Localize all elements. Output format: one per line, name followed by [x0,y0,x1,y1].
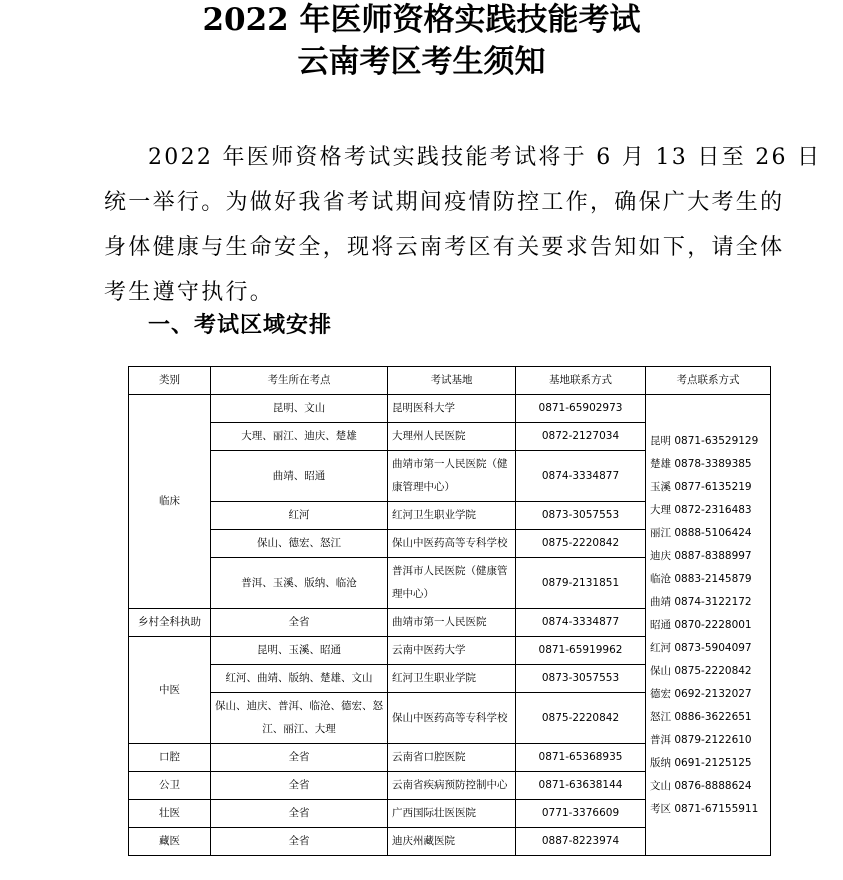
table-header-row [129,367,771,395]
intro-paragraph [104,135,822,315]
header-area: 考生所在考点 [211,367,388,395]
area-cell: 红河、曲靖、版纳、楚雄、文山 [211,665,388,693]
contact-item: 德宏 0692-2132027 [650,687,752,700]
area-cell: 大理、丽江、迪庆、楚雄 [211,423,388,451]
document-title-line1: 2022 年医师资格实践技能考试 [202,2,641,38]
header-category: 类别 [129,367,211,395]
base-cell: 保山中医药高等专科学校 [388,693,516,744]
area-cell: 曲靖、昭通 [211,451,388,502]
area-cell: 全省 [211,744,388,772]
header-site-contact: 考点联系方式 [646,367,771,395]
base-cell: 大理州人民医院 [388,423,516,451]
area-cell: 普洱、玉溪、版纳、临沧 [211,558,388,609]
area-cell: 全省 [211,609,388,637]
phone-cell: 0873-3057553 [516,502,646,530]
phone-cell: 0874-3334877 [516,451,646,502]
contact-item: 普洱 0879-2122610 [650,733,752,746]
area-cell: 全省 [211,772,388,800]
contact-item: 临沧 0883-2145879 [650,572,752,585]
contact-item: 保山 0875-2220842 [650,664,752,677]
base-cell: 红河卫生职业学院 [388,665,516,693]
contact-item: 昭通 0870-2228001 [650,618,752,631]
base-cell: 普洱市人民医院（健康管理中心） [388,558,516,609]
category-cell: 公卫 [129,772,211,800]
contact-item: 大理 0872-2316483 [650,503,752,516]
contact-item: 玉溪 0877-6135219 [650,480,752,493]
category-cell: 壮医 [129,800,211,828]
phone-cell: 0871-65902973 [516,395,646,423]
phone-cell: 0873-3057553 [516,665,646,693]
document-title-line2: 云南考区考生须知 [297,44,546,80]
base-cell: 曲靖市第一人民医院 [388,609,516,637]
contact-item: 考区 0871-67155911 [650,802,759,815]
phone-cell: 0871-63638144 [516,772,646,800]
contact-item: 曲靖 0874-3122172 [650,595,752,608]
area-cell: 保山、德宏、怒江 [211,530,388,558]
category-cell: 口腔 [129,744,211,772]
intro-line-2: 统一举行。为做好我省考试期间疫情防控工作，确保广大考生的 [104,190,785,215]
category-cell: 藏医 [129,828,211,856]
base-cell: 云南省疾病预防控制中心 [388,772,516,800]
phone-cell: 0879-2131851 [516,558,646,609]
exam-area-table [128,366,771,856]
base-cell: 红河卫生职业学院 [388,502,516,530]
contact-item: 丽江 0888-5106424 [650,526,752,539]
phone-cell: 0871-65368935 [516,744,646,772]
base-cell: 云南省口腔医院 [388,744,516,772]
intro-line-3: 身体健康与生命安全，现将云南考区有关要求告知如下，请全体 [104,235,785,260]
contact-item: 怒江 0886-3622651 [650,710,752,723]
contact-item: 楚雄 0878-3389385 [650,457,752,470]
contact-item: 版纳 0691-2125125 [650,756,752,769]
base-cell: 昆明医科大学 [388,395,516,423]
phone-cell: 0887-8223974 [516,828,646,856]
area-cell: 全省 [211,828,388,856]
intro-line-4: 考生遵守执行。 [104,280,275,305]
area-cell: 昆明、文山 [211,395,388,423]
table-row [129,395,771,423]
intro-line-1: 2022 年医师资格考试实践技能考试将于 6 月 13 日至 26 日 [148,145,822,170]
header-base: 考试基地 [388,367,516,395]
area-cell: 昆明、玉溪、昭通 [211,637,388,665]
category-cell: 乡村全科执助 [129,609,211,637]
area-cell: 全省 [211,800,388,828]
base-cell: 保山中医药高等专科学校 [388,530,516,558]
contact-item: 红河 0873-5904097 [650,641,752,654]
category-cell: 临床 [129,395,211,609]
area-cell: 红河 [211,502,388,530]
phone-cell: 0875-2220842 [516,530,646,558]
section-heading-1: 一、考试区域安排 [148,313,333,338]
phone-cell: 0771-3376609 [516,800,646,828]
header-base-phone: 基地联系方式 [516,367,646,395]
category-cell: 中医 [129,637,211,744]
contact-item: 迪庆 0887-8388997 [650,549,752,562]
area-cell: 保山、迪庆、普洱、临沧、德宏、怒江、丽江、大理 [211,693,388,744]
base-cell: 曲靖市第一人民医院（健康管理中心） [388,451,516,502]
base-cell: 云南中医药大学 [388,637,516,665]
base-cell: 广西国际壮医医院 [388,800,516,828]
phone-cell: 0874-3334877 [516,609,646,637]
site-contacts-cell [646,395,771,856]
base-cell: 迪庆州藏医院 [388,828,516,856]
phone-cell: 0871-65919962 [516,637,646,665]
phone-cell: 0872-2127034 [516,423,646,451]
contact-item: 文山 0876-8888624 [650,779,752,792]
phone-cell: 0875-2220842 [516,693,646,744]
contact-item: 昆明 0871-63529129 [650,434,759,447]
